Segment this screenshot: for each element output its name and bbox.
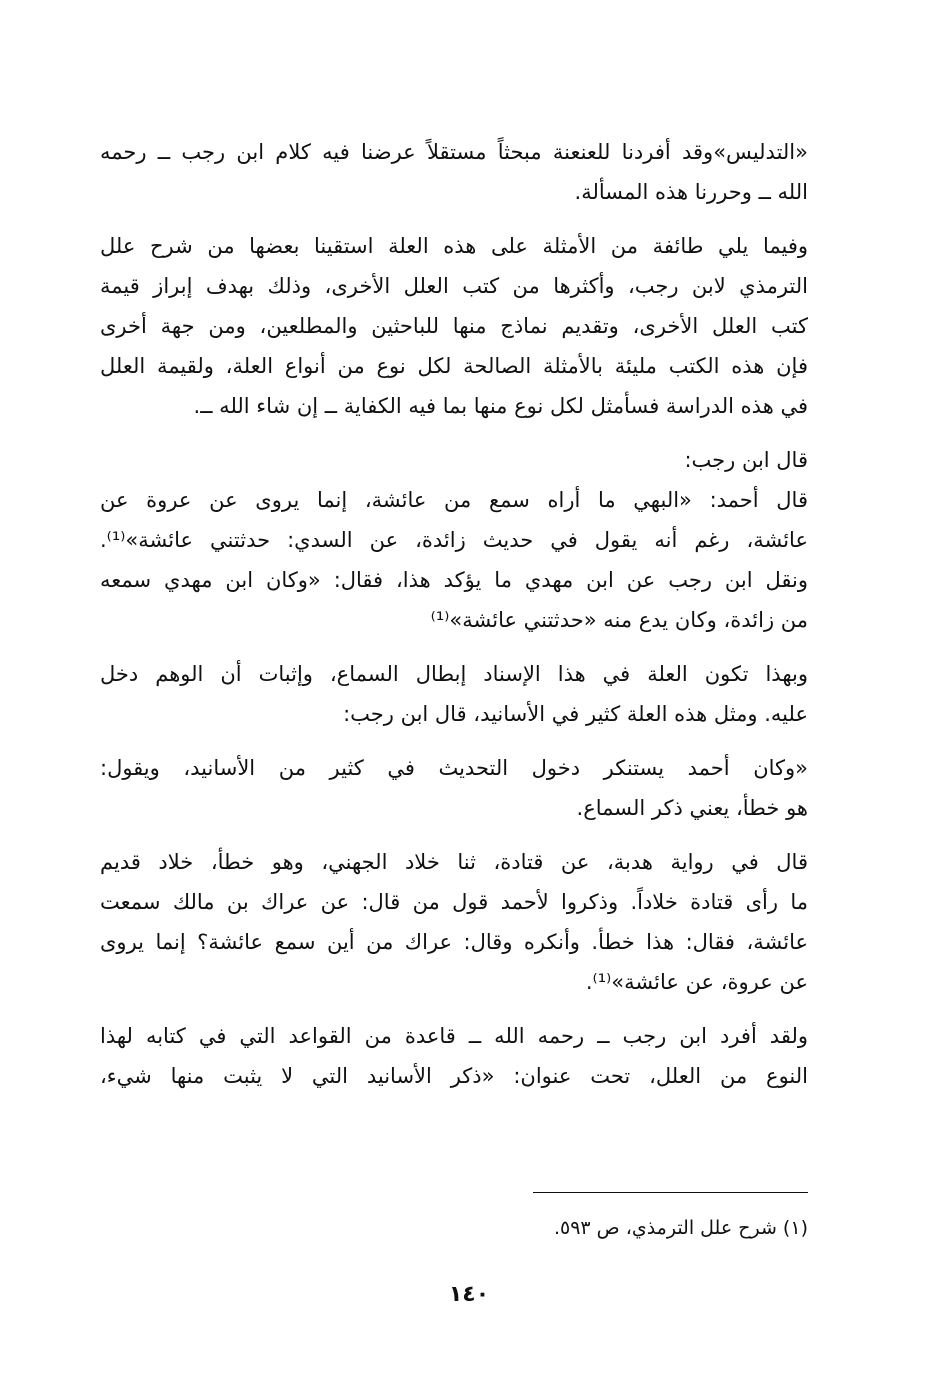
text-line: قال في رواية هدبة، عن قتادة، ثنا خلاد الجهني، وهو خطأ، خلاد قديم [100,850,808,874]
paragraph-6 [100,842,808,1002]
text-line: عائشة، فقال: هذا خطأ. وأنكره وقال: عراك من أين سمع عائشة؟ إنما يروى [100,930,808,954]
text-line: في هذه الدراسة فسأمثل لكل نوع منها بما فيه الكفاية ــ إن شاء الله ــ. [193,394,808,418]
text-line: «التدليس»وقد أفردنا للعنعنة مبحثاً مستقلاً عرضنا فيه كلام ابن رجب ــ رحمه [100,140,808,164]
text-line: فإن هذه الكتب مليئة بالأمثلة الصالحة لكل نوع من أنواع العلة، ولقيمة العلل [100,354,808,378]
text-line: عن عروة، عن عائشة»⁽¹⁾. [585,970,808,994]
text-line: كتب العلل الأخرى، وتقديم نماذج منها للباحثين والمطلعين، ومن جهة أخرى [100,314,808,338]
text-line: ونقل ابن رجب عن ابن مهدي ما يؤكد هذا، فقال: «وكان ابن مهدي سمعه [100,568,808,592]
text-line: عائشة، رغم أنه يقول في حديث زائدة، عن السدي: حدثتني عائشة»⁽¹⁾. [100,528,808,552]
paragraph-4 [100,654,808,734]
text-line: قال أحمد: «البهي ما أراه سمع من عائشة، إنما يروى عن عروة عن [100,488,808,512]
text-line: من زائدة، وكان يدع منه «حدثتني عائشة»⁽¹⁾ [430,608,808,632]
paragraph-3 [100,440,808,640]
paragraph-5 [100,748,808,828]
footnote-divider [533,1192,808,1193]
footnote: (١) شرح علل الترمذي، ص ٥٩٣. [553,1217,808,1239]
page-body [100,132,808,1096]
text-line: وبهذا تكون العلة في هذا الإسناد إبطال السماع، وإثبات أن الوهم دخل [100,662,808,686]
text-line: عليه. ومثل هذه العلة كثير في الأسانيد، قال ابن رجب: [343,702,808,726]
text-line: هو خطأ، يعني ذكر السماع. [576,796,808,820]
text-line: «وكان أحمد يستنكر دخول التحديث في كثير من الأسانيد، ويقول: [100,756,808,780]
text-line: وفيما يلي طائفة من الأمثلة على هذه العلة استقينا بعضها من شرح علل [100,234,808,258]
page-number: ١٤٠ [448,1282,490,1307]
paragraph-1 [100,132,808,212]
text-line: الله ــ وحررنا هذه المسألة. [574,180,808,204]
paragraph-2 [100,226,808,426]
text-line: ولقد أفرد ابن رجب ــ رحمه الله ــ قاعدة من القواعد التي في كتابه لهذا [100,1024,808,1048]
paragraph-7 [100,1016,808,1096]
text-line: الترمذي لابن رجب، وأكثرها من كتب العلل الأخرى، وذلك بهدف إبراز قيمة [100,274,808,298]
text-line: قال ابن رجب: [684,448,808,472]
text-line: النوع من العلل، تحت عنوان: «ذكر الأسانيد التي لا يثبت منها شيء، [100,1064,808,1088]
text-line: ما رأى قتادة خلاداً. وذكروا لأحمد قول من قال: عن عراك بن مالك سمعت [100,890,808,914]
